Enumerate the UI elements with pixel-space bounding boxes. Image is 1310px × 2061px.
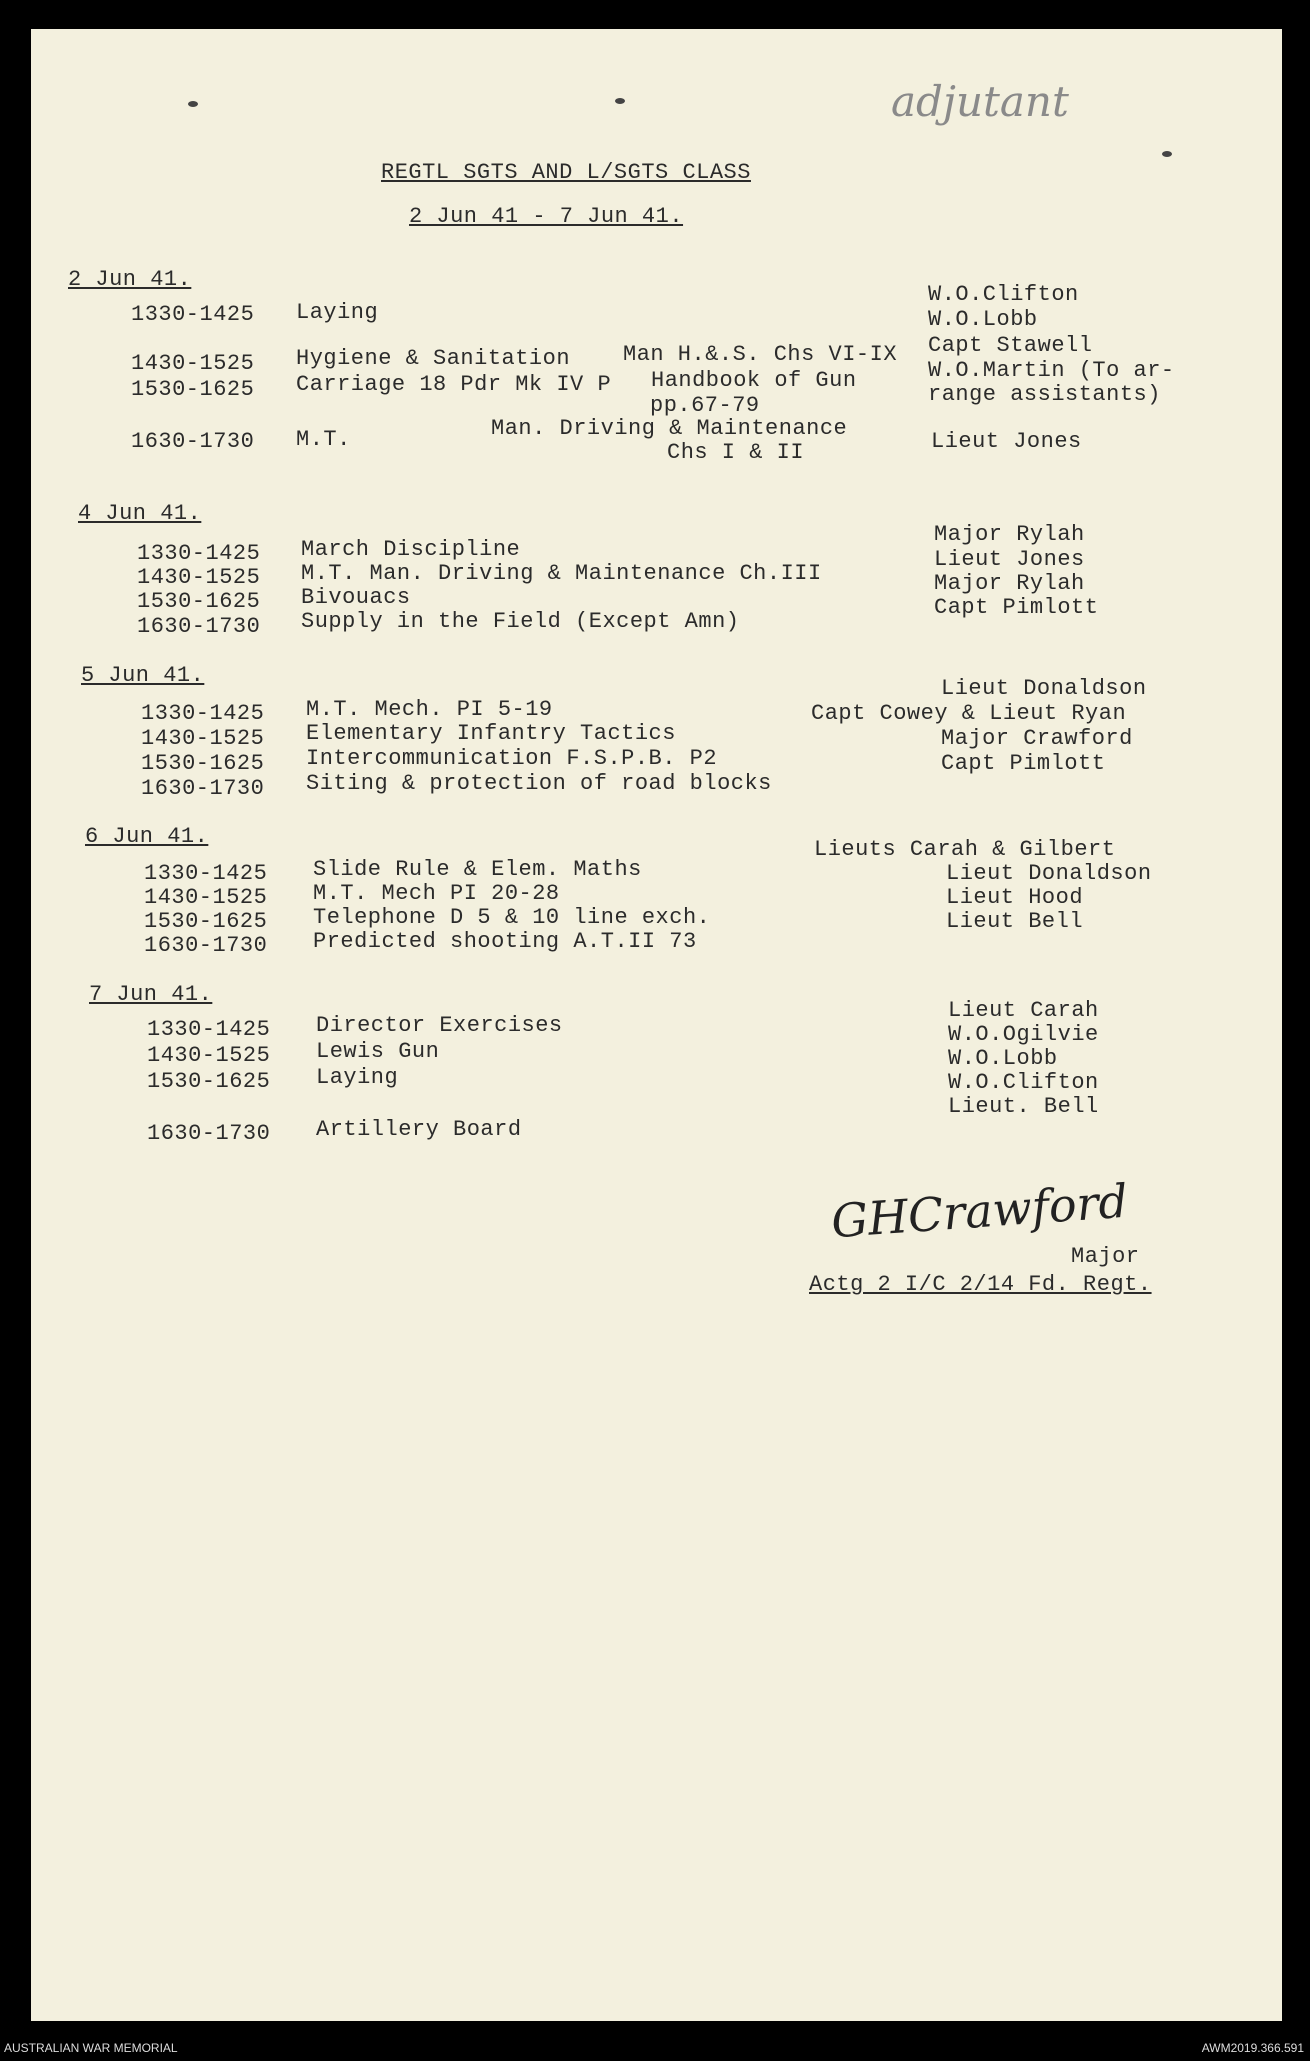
- session-time: 1630-1730: [131, 429, 255, 454]
- session-time: 1530-1625: [137, 589, 261, 614]
- session-reference: Man H.&.S. Chs VI-IX: [623, 342, 898, 367]
- signature-rank: Major: [1071, 1244, 1140, 1269]
- day-date: 6 Jun 41.: [85, 824, 209, 849]
- session-subject: Bivouacs: [301, 585, 411, 610]
- session-reference-chapters: Chs I & II: [667, 440, 805, 465]
- instructor: Lieut Jones: [931, 429, 1082, 454]
- session-time: 1430-1525: [144, 885, 268, 910]
- session-time: 1530-1625: [141, 751, 265, 776]
- session-subject: Slide Rule & Elem. Maths: [313, 857, 642, 882]
- instructor: Lieut Bell: [946, 909, 1084, 934]
- session-time: 1530-1625: [147, 1069, 271, 1094]
- session-subject: Siting & protection of road blocks: [306, 771, 772, 796]
- session-subject: Artillery Board: [316, 1117, 522, 1142]
- session-time: 1630-1730: [147, 1121, 271, 1146]
- day-date: 4 Jun 41.: [78, 501, 202, 526]
- session-subject: Carriage 18 Pdr Mk IV P: [296, 372, 612, 397]
- session-subject: Director Exercises: [316, 1013, 563, 1038]
- instructor: Lieut. Bell: [948, 1094, 1099, 1119]
- footer-institution: AUSTRALIAN WAR MEMORIAL: [4, 2041, 178, 2055]
- session-time: 1530-1625: [131, 377, 255, 402]
- page-subtitle: 2 Jun 41 - 7 Jun 41.: [409, 204, 684, 229]
- instructor: W.O.Clifton: [948, 1070, 1099, 1095]
- instructor: range assistants): [928, 382, 1161, 407]
- session-time: 1430-1525: [137, 565, 261, 590]
- session-reference: Man. Driving & Maintenance: [491, 416, 848, 441]
- session-subject: Intercommunication F.S.P.B. P2: [306, 746, 718, 771]
- session-subject: Supply in the Field (Except Amn): [301, 609, 740, 634]
- session-subject: Telephone D 5 & 10 line exch.: [313, 905, 711, 930]
- instructor: Capt Pimlott: [934, 595, 1099, 620]
- document-page: [31, 29, 1282, 2021]
- session-subject: M.T. Mech PI 20-28: [313, 881, 560, 906]
- day-date: 2 Jun 41.: [68, 267, 192, 292]
- session-subject: M.T. Man. Driving & Maintenance Ch.III: [301, 561, 822, 586]
- punch-hole: [1162, 151, 1172, 157]
- instructor: Major Rylah: [934, 571, 1085, 596]
- session-time: 1630-1730: [137, 614, 261, 639]
- session-time: 1630-1730: [144, 933, 268, 958]
- signature-appointment: Actg 2 I/C 2/14 Fd. Regt.: [809, 1272, 1152, 1297]
- instructor: Lieut Donaldson: [941, 676, 1147, 701]
- instructor: Lieut Jones: [934, 547, 1085, 572]
- session-time: 1430-1525: [131, 351, 255, 376]
- session-time: 1330-1425: [147, 1017, 271, 1042]
- session-reference: Handbook of Gun: [651, 368, 857, 393]
- session-time: 1430-1525: [141, 726, 265, 751]
- day-date: 7 Jun 41.: [89, 982, 213, 1007]
- session-time: 1330-1425: [141, 701, 265, 726]
- instructor: W.O.Lobb: [948, 1046, 1058, 1071]
- instructor: Capt Stawell: [928, 333, 1093, 358]
- punch-hole: [188, 101, 198, 107]
- session-time: 1330-1425: [137, 541, 261, 566]
- session-subject: Lewis Gun: [316, 1039, 440, 1064]
- page-title: REGTL SGTS AND L/SGTS CLASS: [381, 160, 751, 185]
- session-subject: Laying: [316, 1065, 399, 1090]
- instructor: Capt Cowey & Lieut Ryan: [811, 701, 1127, 726]
- session-reference-pages: pp.67-79: [650, 393, 760, 418]
- session-subject: Predicted shooting A.T.II 73: [313, 929, 697, 954]
- punch-hole: [615, 98, 625, 104]
- instructor: W.O.Martin (To ar-: [928, 358, 1175, 383]
- instructor: Lieuts Carah & Gilbert: [814, 837, 1116, 862]
- day-date: 5 Jun 41.: [81, 663, 205, 688]
- instructor: Lieut Donaldson: [946, 861, 1152, 886]
- session-time: 1430-1525: [147, 1043, 271, 1068]
- footer-catalogue-number: AWM2019.366.591: [1201, 2041, 1304, 2055]
- instructor: Lieut Hood: [946, 885, 1084, 910]
- instructor: W.O.Clifton: [928, 282, 1079, 307]
- instructor: W.O.Lobb: [928, 307, 1038, 332]
- instructor: Major Crawford: [941, 726, 1133, 751]
- session-time: 1330-1425: [144, 861, 268, 886]
- session-subject: Elementary Infantry Tactics: [306, 721, 676, 746]
- session-time: 1630-1730: [141, 776, 265, 801]
- session-subject: March Discipline: [301, 537, 521, 562]
- session-time: 1530-1625: [144, 909, 268, 934]
- instructor: Capt Pimlott: [941, 751, 1106, 776]
- session-subject: Laying: [296, 300, 379, 325]
- session-time: 1330-1425: [131, 302, 255, 327]
- signature: GHCrawford: [829, 1173, 1130, 1249]
- instructor: Major Rylah: [934, 522, 1085, 547]
- session-subject: Hygiene & Sanitation: [296, 346, 571, 371]
- session-subject: M.T. Mech. PI 5-19: [306, 697, 553, 722]
- instructor: W.O.Ogilvie: [948, 1022, 1099, 1047]
- instructor: Lieut Carah: [948, 998, 1099, 1023]
- session-subject: M.T.: [296, 427, 351, 452]
- handwritten-annotation: adjutant: [891, 77, 1069, 126]
